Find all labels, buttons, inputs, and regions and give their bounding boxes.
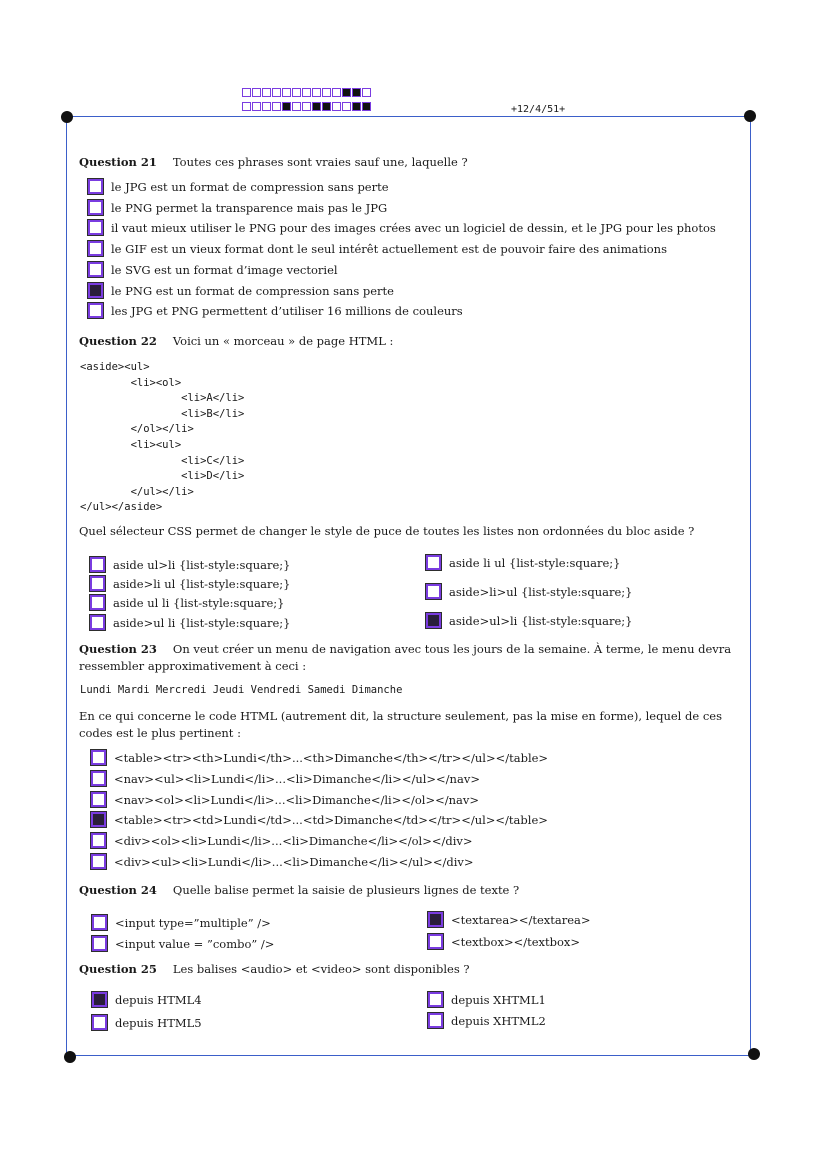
- answer-option[interactable]: [426, 555, 621, 570]
- question-text: Quelle balise permet la saisie de plusieurs lignes de texte ?: [172, 883, 520, 897]
- answer-label: aside ul li {list-style:square;}: [113, 595, 285, 610]
- answer-label: <div><ol><li>Lundi</li>...<li>Dimanche</li></ol></div>: [114, 833, 473, 848]
- question-number: Question 21: [79, 155, 157, 169]
- checkbox[interactable]: [88, 262, 103, 277]
- barcode-cell: [292, 88, 301, 97]
- answer-option[interactable]: [90, 595, 285, 610]
- question-25-header: [79, 962, 470, 976]
- answer-option[interactable]: [88, 262, 338, 277]
- checkbox-checked[interactable]: [428, 912, 443, 927]
- answer-option[interactable]: [88, 200, 387, 215]
- answer-label: le JPG est un format de compression sans perte: [111, 179, 389, 194]
- answer-label: le PNG permet la transparence mais pas le JPG: [111, 200, 388, 215]
- barcode-cell: [282, 88, 291, 97]
- barcode-cell: [362, 88, 371, 97]
- answer-label: <input value = ”combo” />: [115, 936, 275, 951]
- barcode-cell: [342, 88, 351, 97]
- answer-label: <div><ul><li>Lundi</li>...<li>Dimanche</li></ul></div>: [114, 854, 474, 869]
- checkbox[interactable]: [91, 833, 106, 848]
- checkbox[interactable]: [91, 771, 106, 786]
- barcode-cell: [352, 102, 361, 111]
- answer-label: <table><tr><td>Lundi</td>...<td>Dimanche</td></tr></ul></table>: [114, 812, 548, 827]
- checkbox-checked[interactable]: [92, 992, 107, 1007]
- checkbox[interactable]: [88, 303, 103, 318]
- answer-option[interactable]: [90, 557, 290, 572]
- answer-option[interactable]: [88, 241, 667, 256]
- answer-option[interactable]: [426, 584, 632, 599]
- checkbox[interactable]: [426, 584, 441, 599]
- answer-option[interactable]: [88, 303, 463, 318]
- barcode-cell: [272, 102, 281, 111]
- answer-option[interactable]: [90, 576, 290, 591]
- answer-label: aside li ul {list-style:square;}: [449, 555, 621, 570]
- answer-label: depuis XHTML2: [451, 1013, 546, 1028]
- code-line: </ol></li>: [80, 423, 194, 436]
- answer-label: <input type=”multiple” />: [115, 915, 271, 930]
- answer-option[interactable]: [92, 1015, 202, 1030]
- question-number: Question 22: [79, 334, 157, 348]
- answer-label: aside ul>li {list-style:square;}: [113, 557, 291, 572]
- code-line: <li><ul>: [80, 438, 182, 451]
- corner-mark-top-right: [744, 110, 756, 122]
- checkbox[interactable]: [92, 915, 107, 930]
- barcode-cell: [242, 102, 251, 111]
- barcode-cell: [282, 102, 291, 111]
- code-line: <li>A</li>: [80, 392, 245, 405]
- frame-top-line: [66, 116, 750, 117]
- answer-label: <textbox></textbox>: [451, 934, 581, 949]
- answer-option[interactable]: [91, 750, 548, 765]
- barcode-cell: [242, 88, 251, 97]
- corner-mark-bottom-left: [64, 1051, 76, 1063]
- answer-label: <nav><ul><li>Lundi</li>...<li>Dimanche</li></ul></nav>: [114, 771, 480, 786]
- checkbox[interactable]: [90, 615, 105, 630]
- barcode-cell: [252, 102, 261, 111]
- frame-left-line: [66, 116, 67, 1057]
- answer-label: il vaut mieux utiliser le PNG pour des images crées avec un logiciel de dessin, et le JPG pour les photos: [111, 220, 716, 235]
- answer-option[interactable]: [92, 992, 202, 1007]
- answer-label: <table><tr><th>Lundi</th>...<th>Dimanche</th></tr></ul></table>: [114, 750, 549, 765]
- question-text: Les balises <audio> et <video> sont disponibles ?: [172, 962, 470, 976]
- checkbox[interactable]: [90, 576, 105, 591]
- checkbox[interactable]: [428, 992, 443, 1007]
- checkbox[interactable]: [92, 936, 107, 951]
- barcode-row-2: [242, 102, 371, 111]
- answer-option[interactable]: [91, 833, 473, 848]
- code-line: <li><ol>: [80, 376, 182, 389]
- answer-label: aside>ul li {list-style:square;}: [113, 615, 291, 630]
- barcode-cell: [302, 102, 311, 111]
- answer-label: le SVG est un format d’image vectoriel: [111, 262, 338, 277]
- question-number: Question 24: [79, 883, 157, 897]
- code-line: <li>D</li>: [80, 470, 245, 483]
- answer-label: <textarea></textarea>: [451, 912, 591, 927]
- answer-option[interactable]: [91, 771, 480, 786]
- code-line: </ul></aside>: [80, 501, 163, 514]
- checkbox-checked[interactable]: [426, 613, 441, 628]
- barcode-cell: [332, 88, 341, 97]
- frame-bottom-line: [69, 1055, 754, 1056]
- checkbox[interactable]: [91, 854, 106, 869]
- barcode-cell: [312, 102, 321, 111]
- answer-label: aside>li>ul {list-style:square;}: [449, 584, 633, 599]
- question-23-prompt: En ce qui concerne le code HTML (autrement dit, la structure seulement, pas la mise en forme), lequel de ces codes est le plus pertinent :: [79, 709, 722, 740]
- barcode-cell: [252, 88, 261, 97]
- question-number: Question 23: [79, 642, 157, 656]
- checkbox[interactable]: [88, 200, 103, 215]
- checkbox[interactable]: [92, 1015, 107, 1030]
- answer-option[interactable]: [91, 854, 474, 869]
- question-21-header: [79, 155, 468, 169]
- corner-mark-bottom-right: [748, 1048, 760, 1060]
- answer-option[interactable]: [88, 220, 716, 235]
- question-24-header: [79, 883, 519, 897]
- checkbox[interactable]: [90, 595, 105, 610]
- checkbox[interactable]: [428, 1013, 443, 1028]
- barcode-cell: [312, 88, 321, 97]
- answer-label: le GIF est un vieux format dont le seul intérêt actuellement est de pouvoir faire des animations: [111, 241, 667, 256]
- checkbox[interactable]: [88, 220, 103, 235]
- html-code-snippet: [80, 360, 244, 516]
- question-22-prompt: Quel sélecteur CSS permet de changer le style de puce de toutes les listes non ordonnées du bloc aside ?: [79, 524, 695, 538]
- checkbox-checked[interactable]: [91, 812, 106, 827]
- question-23-header: [79, 641, 743, 675]
- question-text: Voici un « morceau » de page HTML :: [172, 334, 394, 348]
- checkbox[interactable]: [90, 557, 105, 572]
- answer-option[interactable]: [90, 615, 290, 630]
- answer-label: depuis HTML5: [115, 1015, 202, 1030]
- answer-label: depuis HTML4: [115, 992, 202, 1007]
- answer-label: <nav><ol><li>Lundi</li>...<li>Dimanche</li></ol></nav>: [114, 792, 479, 807]
- checkbox[interactable]: [88, 179, 103, 194]
- barcode-row-1: [242, 88, 371, 97]
- checkbox-checked[interactable]: [88, 283, 103, 298]
- answer-option[interactable]: [91, 792, 479, 807]
- checkbox[interactable]: [88, 241, 103, 256]
- answer-option[interactable]: [428, 934, 580, 949]
- answer-option[interactable]: [426, 613, 632, 628]
- checkbox[interactable]: [428, 934, 443, 949]
- page-code: +12/4/51+: [511, 104, 566, 115]
- answer-label: les JPG et PNG permettent d’utiliser 16 millions de couleurs: [111, 303, 463, 318]
- answer-option[interactable]: [428, 1013, 546, 1028]
- barcode-cell: [262, 88, 271, 97]
- barcode-cell: [362, 102, 371, 111]
- checkbox[interactable]: [426, 555, 441, 570]
- code-line: <aside><ul>: [80, 361, 150, 373]
- barcode-cell: [322, 88, 331, 97]
- frame-right-line: [750, 116, 751, 1054]
- answer-label: le PNG est un format de compression sans perte: [111, 283, 394, 298]
- barcode-cell: [292, 102, 301, 111]
- code-line: <li>C</li>: [80, 454, 245, 467]
- barcode-cell: [342, 102, 351, 111]
- answer-label: aside>li ul {list-style:square;}: [113, 576, 291, 591]
- checkbox[interactable]: [91, 792, 106, 807]
- answer-label: depuis XHTML1: [451, 992, 546, 1007]
- question-text: Toutes ces phrases sont vraies sauf une, laquelle ?: [172, 155, 468, 169]
- barcode-cell: [302, 88, 311, 97]
- checkbox[interactable]: [91, 750, 106, 765]
- code-line: </ul></li>: [80, 485, 194, 498]
- answer-option[interactable]: [428, 992, 546, 1007]
- corner-mark-top-left: [61, 111, 73, 123]
- barcode-cell: [272, 88, 281, 97]
- answer-option[interactable]: [428, 912, 591, 927]
- answer-option[interactable]: [88, 179, 389, 194]
- barcode-cell: [332, 102, 341, 111]
- answer-option[interactable]: [92, 936, 274, 951]
- menu-demo-text: Lundi Mardi Mercredi Jeudi Vendredi Samedi Dimanche: [80, 684, 403, 696]
- answer-option[interactable]: [91, 812, 548, 827]
- question-22-header: [79, 334, 393, 348]
- question-text: On veut créer un menu de navigation avec tous les jours de la semaine. À terme, le menu devra ressembler approximativement à ceci :: [79, 642, 732, 673]
- question-number: Question 25: [79, 962, 157, 976]
- answer-option[interactable]: [92, 915, 271, 930]
- answer-label: aside>ul>li {list-style:square;}: [449, 613, 633, 628]
- code-line: <li>B</li>: [80, 407, 245, 420]
- barcode-cell: [352, 88, 361, 97]
- barcode-cell: [262, 102, 271, 111]
- barcode-cell: [322, 102, 331, 111]
- answer-option[interactable]: [88, 283, 394, 298]
